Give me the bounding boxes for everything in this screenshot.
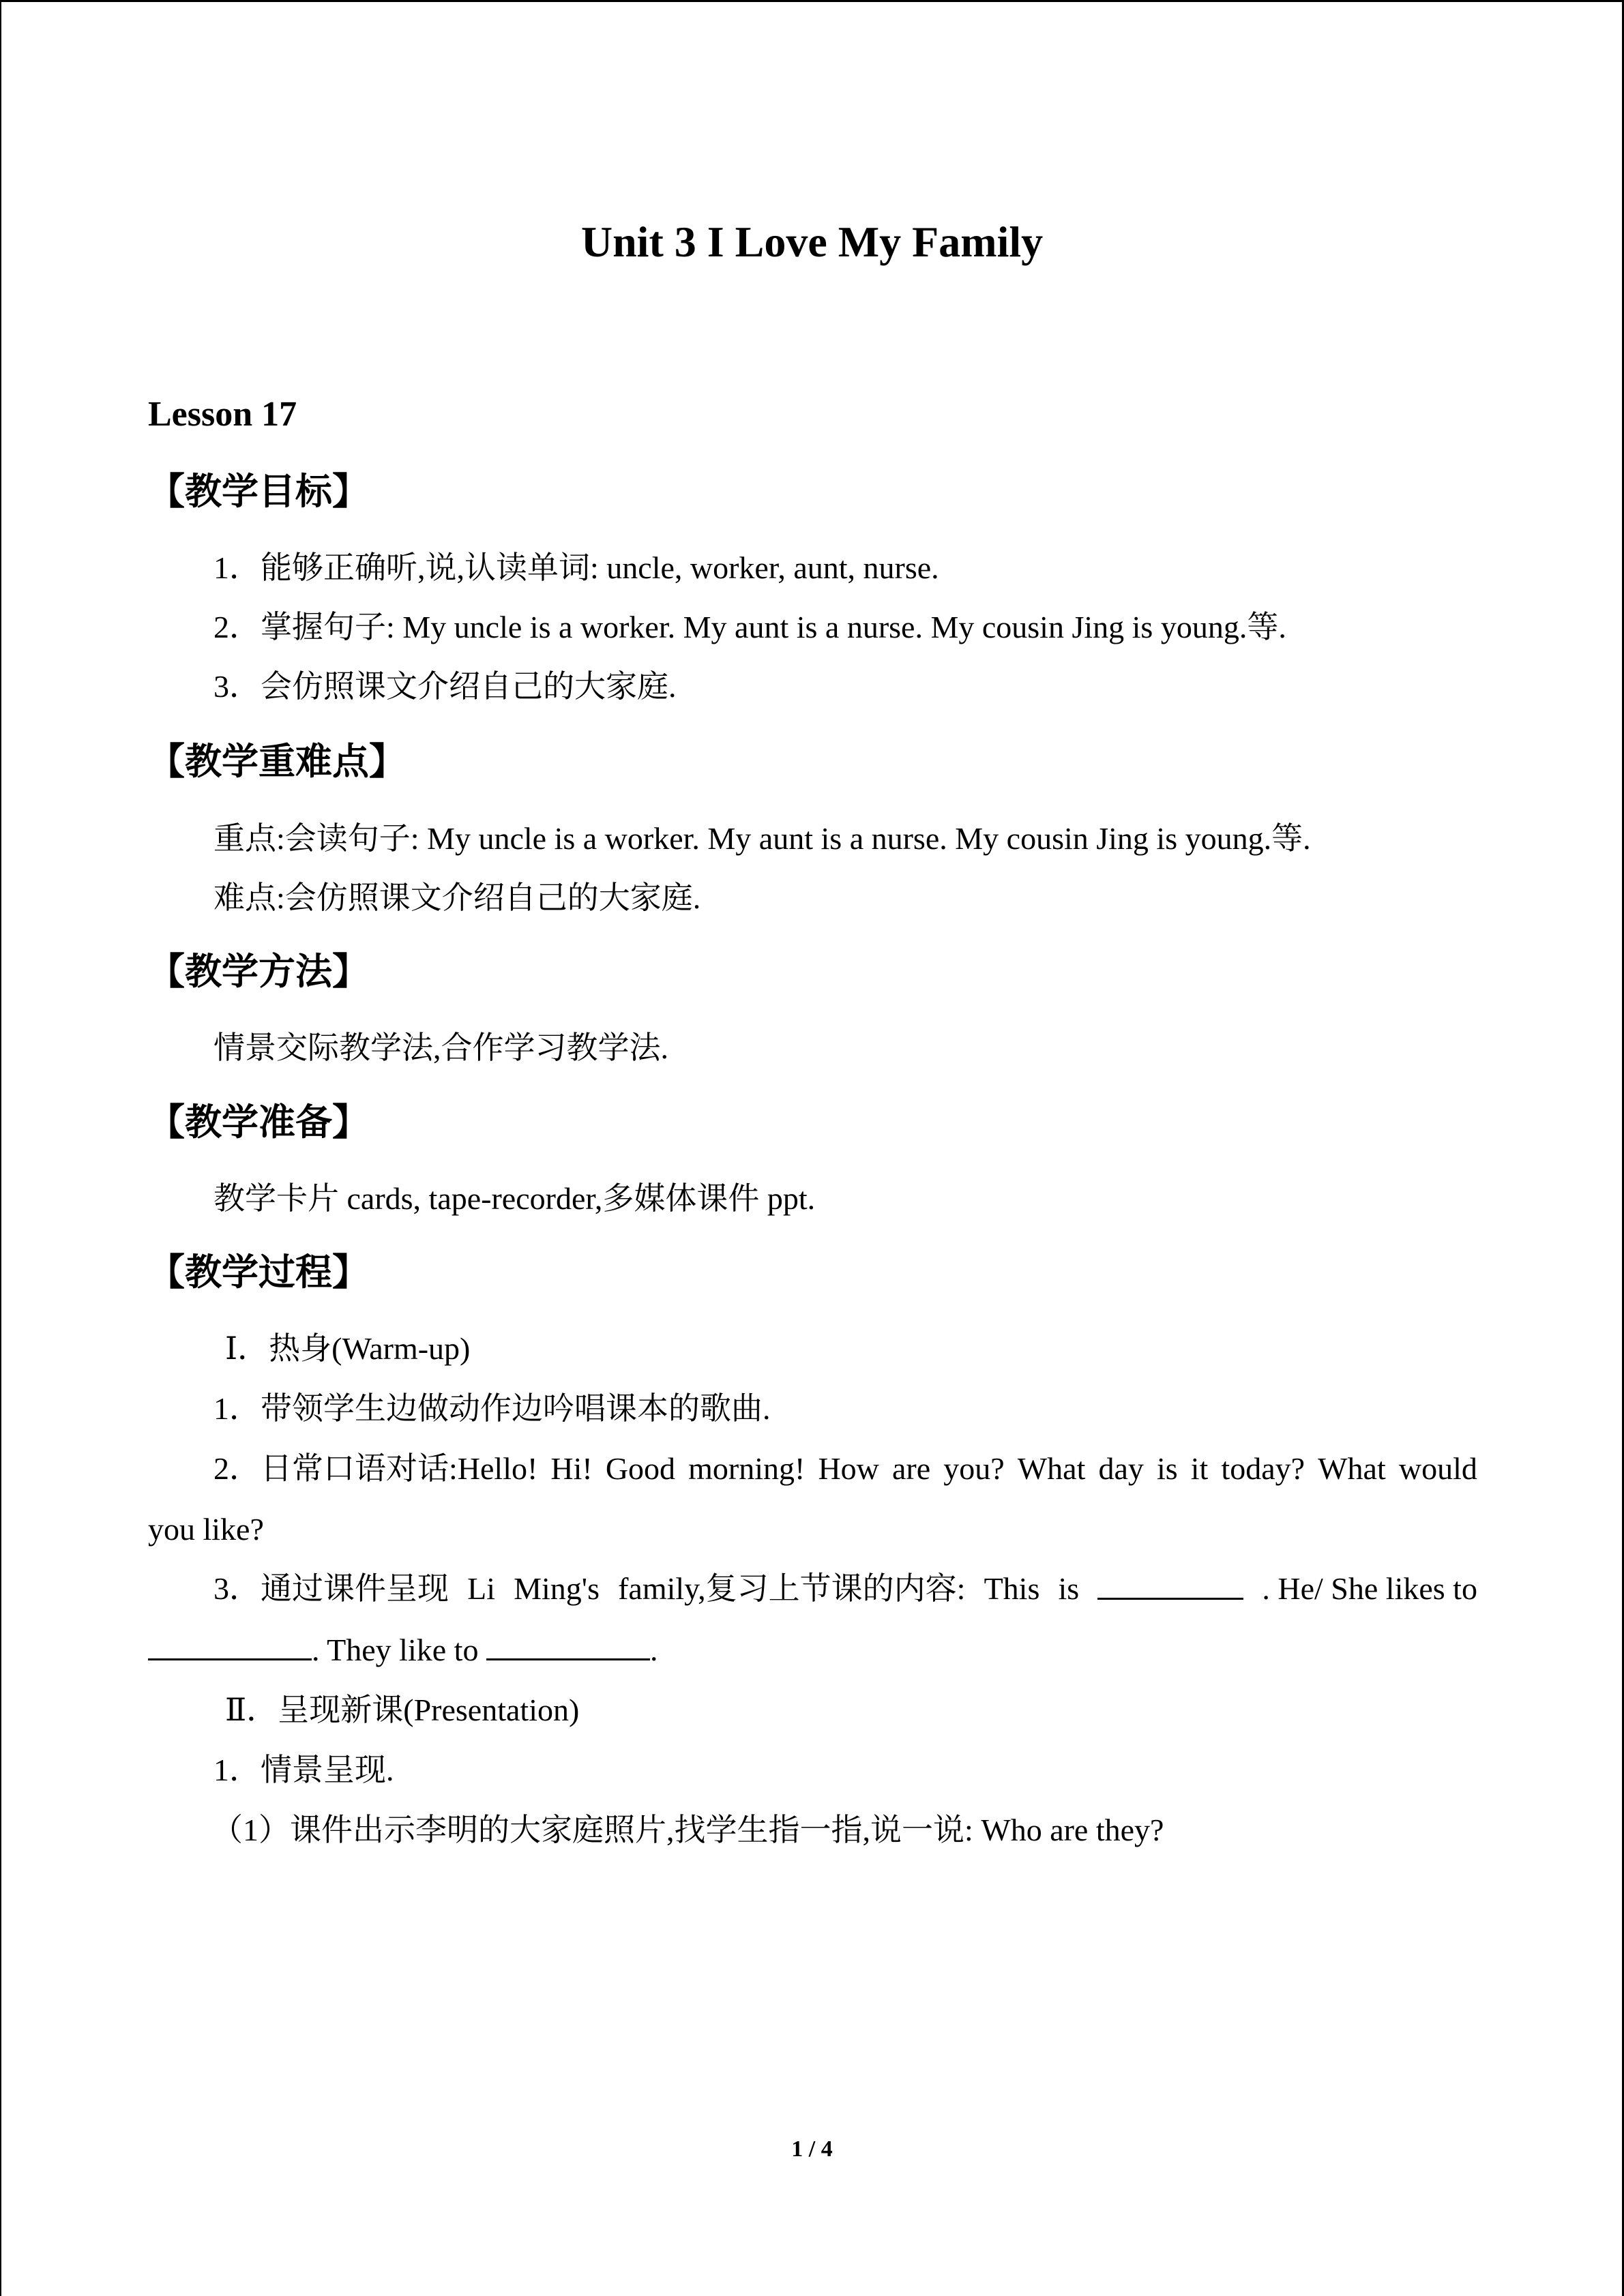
word: morning! (688, 1451, 806, 1486)
word: 2．日常口语对话:Hello! (213, 1451, 538, 1486)
word: is (1156, 1451, 1178, 1486)
key-point-item: 难点:会仿照课文介绍自己的大家庭. (213, 880, 701, 915)
word: Hi! (550, 1451, 593, 1486)
presentation-step: 1．情景呈现. (213, 1753, 394, 1787)
process-step-3 (213, 1573, 1477, 1605)
objective-item: 2．掌握句子: My uncle is a worker. My aunt is a nurse. My cousin Jing is young.等. (213, 610, 1286, 644)
page-border-left (0, 0, 1, 2296)
word: family,复习上节课的内容: (618, 1571, 966, 1606)
word: would (1398, 1451, 1477, 1486)
process-step-3-continued (148, 1634, 658, 1666)
presentation-sub-step: （1）课件出示李明的大家庭照片,找学生指一指,说一说: Who are they? (211, 1813, 1164, 1847)
word: you? (943, 1451, 1005, 1486)
preparation-heading: 【教学准备】 (148, 1101, 369, 1144)
word: Li (467, 1571, 495, 1606)
objectives-heading: 【教学目标】 (148, 470, 369, 513)
word: Good (605, 1451, 676, 1486)
word: is (1058, 1571, 1080, 1606)
word: Ming's (514, 1571, 600, 1606)
word: This (984, 1571, 1040, 1606)
methods-heading: 【教学方法】 (148, 950, 369, 993)
key-point-item: 重点:会读句子: My uncle is a worker. My aunt is a nurse. My cousin Jing is young.等. (213, 821, 1311, 856)
objective-item: 3．会仿照课文介绍自己的大家庭. (213, 669, 677, 704)
word: How (818, 1451, 879, 1486)
page-indicator: 1 / 4 (791, 2136, 833, 2162)
word: 3．通过课件呈现 (213, 1571, 449, 1606)
presentation-title: Ⅱ．呈现新课(Presentation) (225, 1693, 580, 1727)
page-border-top (0, 0, 1624, 2)
document-title: Unit 3 I Love My Family (580, 218, 1044, 266)
fill-blank (148, 1634, 312, 1660)
preparation-text: 教学卡片 cards, tape-recorder,多媒体课件 ppt. (213, 1181, 816, 1216)
fill-blank (1097, 1573, 1243, 1600)
fill-blank (486, 1634, 650, 1660)
objective-item: 1．能够正确听,说,认读单词: uncle, worker, aunt, nurse. (213, 550, 939, 585)
warmup-title: Ⅰ．热身(Warm-up) (225, 1331, 471, 1366)
step3-cont-text: . They like to (312, 1632, 479, 1667)
word: day (1098, 1451, 1144, 1486)
methods-text: 情景交际教学法,合作学习教学法. (213, 1030, 668, 1065)
word: it (1190, 1451, 1209, 1486)
process-step: 1．带领学生边做动作边吟唱课本的歌曲. (213, 1391, 771, 1426)
word: today? (1221, 1451, 1305, 1486)
process-step-2-continued: you like? (148, 1512, 264, 1547)
lesson-heading: Lesson 17 (148, 395, 297, 434)
word: What (1017, 1451, 1086, 1486)
step3-mid-text: . He/ She likes to (1262, 1571, 1477, 1606)
process-heading: 【教学过程】 (148, 1251, 369, 1294)
step3-cont-end: . (649, 1632, 658, 1667)
key-points-heading: 【教学重难点】 (148, 740, 406, 783)
word: What (1318, 1451, 1386, 1486)
word: are (891, 1451, 931, 1486)
process-step-2 (213, 1453, 1477, 1485)
